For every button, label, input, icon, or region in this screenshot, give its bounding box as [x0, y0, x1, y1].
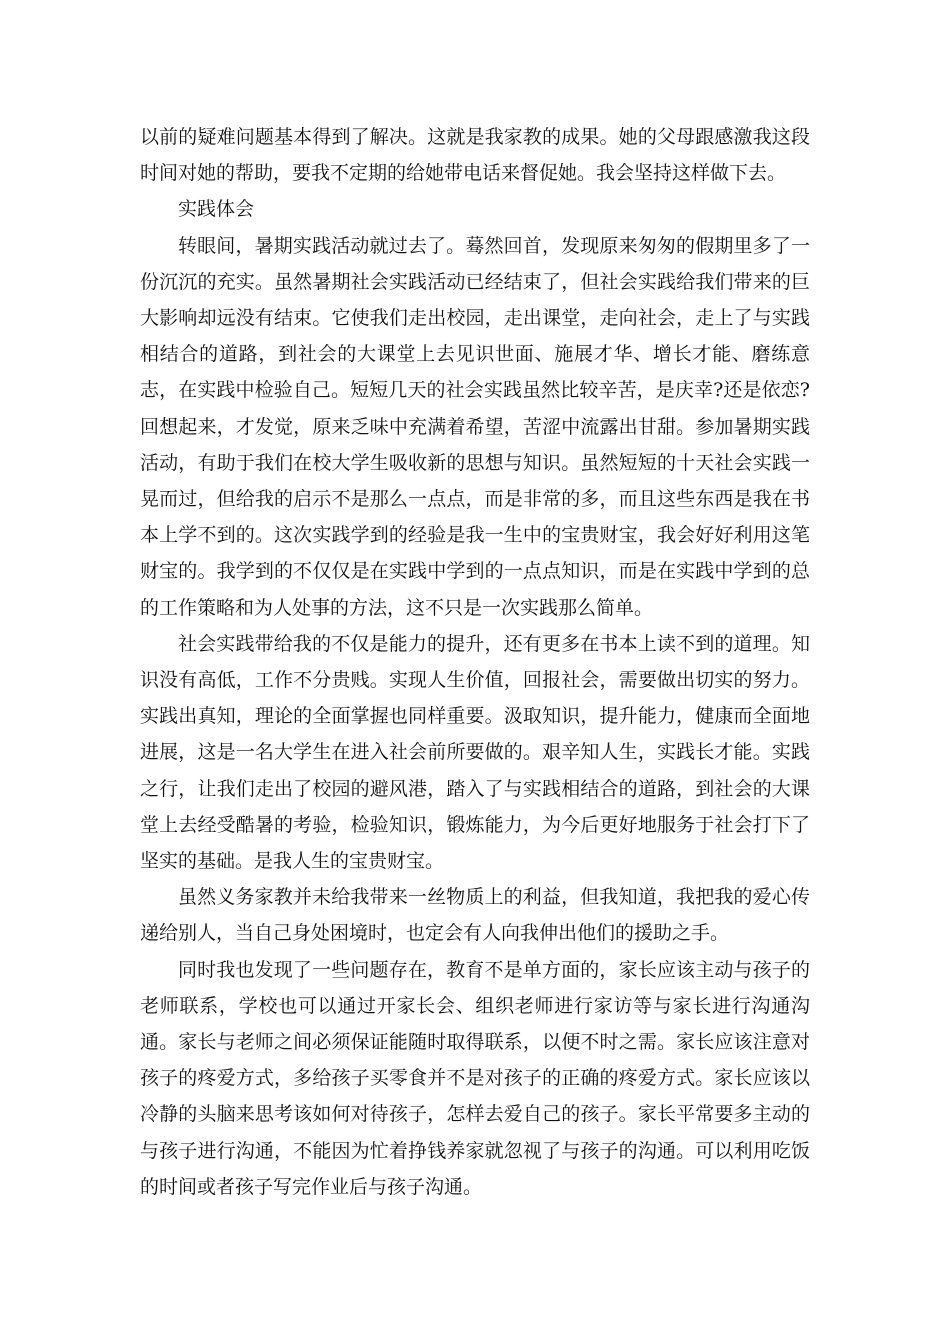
section-heading: 实践体会	[178, 198, 255, 221]
paragraph: 同时我也发现了一些问题存在，教育不是单方面的，家长应该主动与孩子的老师联系，学校也可以通过开家长会、组织老师进行家访等与家长进行沟通沟通。家长与老师之间必须保证能随时取得联系，以便不时之需。家长应该注意对孩子的疼爱方式，多给孩子买零食并不是对孩子的正确的疼爱方式。家长应该以冷静的头脑来思考该如何对待孩子，怎样去爱自己的孩子。家长平常要多主动的与孩子进行沟通，不能因为忙着挣钱养家就忽视了与孩子的沟通。可以利用吃饭的时间或者孩子写完作业后与孩子沟通。	[140, 958, 810, 1198]
paragraph-continuation: 以前的疑难问题基本得到了解决。这就是我家教的成果。她的父母跟感激我这段时间对她的帮助，要我不定期的给她带电话来督促她。我会坚持这样做下去。	[140, 126, 810, 185]
paragraph: 虽然义务家教并未给我带来一丝物质上的利益，但我知道，我把我的爱心传递给别人，当自己身处困境时，也定会有人向我伸出他们的援助之手。	[140, 886, 810, 945]
paragraph: 社会实践带给我的不仅是能力的提升，还有更多在书本上读不到的道理。知识没有高低，工作不分贵贱。实现人生价值，回报社会，需要做出切实的努力。实践出真知，理论的全面掌握也同样重要。汲取知识，提升能力，健康而全面地进展，这是一名大学生在进入社会前所要做的。艰辛知人生，实践长才能。实践之行，让我们走出了校园的避风港，踏入了与实践相结合的道路，到社会的大课堂上去经受酷暑的考验，检验知识，锻炼能力，为今后更好地服务于社会打下了坚实的基础。是我人生的宝贵财宝。	[140, 632, 810, 873]
document-body	[140, 119, 810, 1205]
paragraph: 转眼间，暑期实践活动就过去了。蓦然回首，发现原来匆匆的假期里多了一份沉沉的充实。虽然暑期社会实践活动已经结束了，但社会实践给我们带来的巨大影响却远没有结束。它使我们走出校园，走出课堂，走向社会，走上了与实践相结合的道路，到社会的大课堂上去见识世面、施展才华、增长才能、磨练意志，在实践中检验自己。短短几天的社会实践虽然比较辛苦，是庆幸?还是依恋?回想起来，才发觉，原来乏味中充满着希望，苦涩中流露出甘甜。参加暑期实践活动，有助于我们在校大学生吸收新的思想与知识。虽然短短的十天社会实践一晃而过，但给我的启示不是那么一点点，而是非常的多，而且这些东西是我在书本上学不到的。这次实践学到的经验是我一生中的宝贵财宝，我会好好利用这笔财宝的。我学到的不仅仅是在实践中学到的一点点知识，而是在实践中学到的总的工作策略和为人处事的方法，这不只是一次实践那么简单。	[140, 234, 810, 619]
